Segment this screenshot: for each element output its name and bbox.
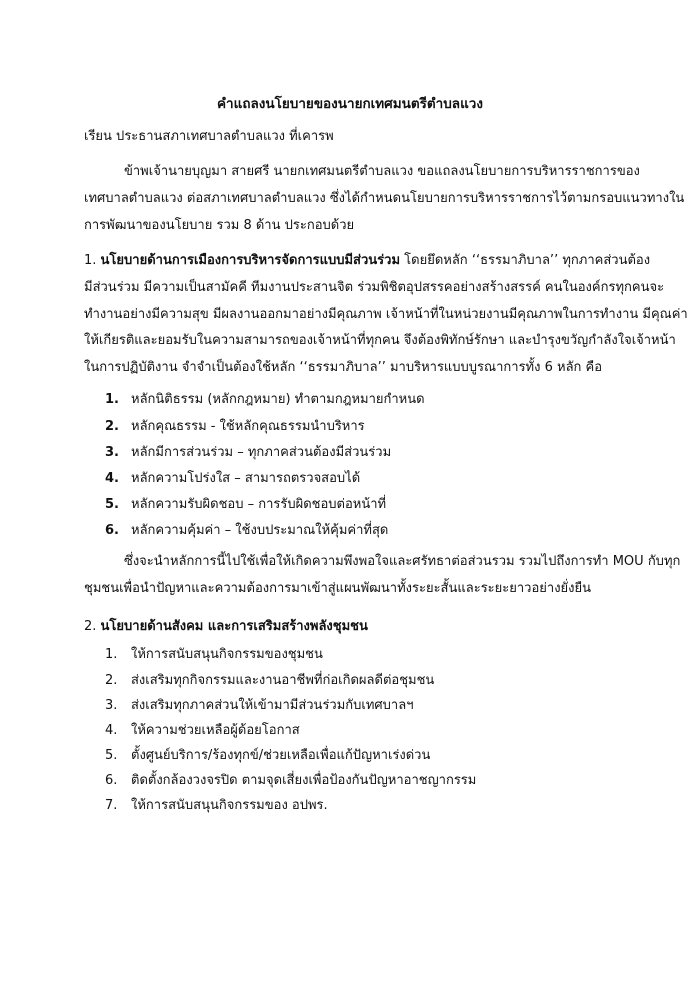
section-1-line-3: ให้เกียรติและยอมรับในความสามารถของเจ้าหน้าที่ทุกคน จึงต้องพิทักษ์รักษา และบำรุงขวัญกำลังใจเจ้าหน้า [84,333,676,348]
list-item [105,646,323,664]
list-item-number: 7. [105,798,118,813]
list-item-number: 6. [105,773,118,788]
list-item [105,697,414,715]
list-item-text: ให้การสนับสนุนกิจกรรมของชุมชน [131,647,323,662]
list-item-number: 3. [105,445,119,460]
list-item-text: หลักมีการส่วนร่วม – ทุกภาคส่วนต้องมีส่วนร่วม [131,445,392,460]
section-1-closing-2: ชุมชนเพื่อนำปัญหาและความต้องการมาเข้าสู่แผนพัฒนาทั้งระยะสั้นและระยะยาวอย่างยั่งยืน [84,581,592,596]
list-item-number: 4. [105,723,118,738]
section-1-number: 1. [84,253,97,268]
list-item-text: หลักความคุ้มค่า – ใช้งบประมาณให้คุ้มค่าที่สุด [131,523,389,538]
section-2-number: 2. [84,619,97,634]
section-1-closing-1: ซึ่งจะนำหลักการนี้ไปใช้เพื่อให้เกิดความพึงพอใจและศรัทธาต่อส่วนรวม รวมไปถึงการทำ MOU กับทุก [124,554,681,569]
list-item-text: ส่งเสริมทุกกิจกรรมและงานอาชีพที่ก่อเกิดผลดีต่อชุมชน [131,673,435,688]
intro-line-3: การพัฒนาของนโยบาย รวม 8 ด้าน ประกอบด้วย [84,218,355,233]
list-item [105,444,391,462]
section-1-heading-line [84,252,650,270]
list-item-number: 1. [105,647,118,662]
list-item-text: ให้ความช่วยเหลือผู้ด้อยโอกาส [131,723,300,738]
list-item [105,470,360,488]
list-item [105,722,300,740]
section-1-line-1: มีส่วนร่วม มีความเป็นสามัคคี ทีมงานประสานจิต ร่วมพิชิตอุปสรรคอย่างสร้างสรรค์ คนในองค์กรทุกคนจะ [84,280,665,295]
list-item-text: หลักนิติธรรม (หลักกฎหมาย) ทำตามกฎหมายกำหนด [131,392,425,407]
salutation: เรียน ประธานสภาเทศบาลตำบลแวง ที่เคารพ [84,129,334,144]
list-item-number: 3. [105,698,118,713]
list-item-number: 5. [105,497,119,512]
list-item-number: 2. [105,419,119,434]
section-1-lead: โดยยึดหลัก ‘‘ธรรมาภิบาล’’ ทุกภาคส่วนต้อง [404,253,651,268]
section-2-heading: นโยบายด้านสังคม และการเสริมสร้างพลังชุมชน [100,619,368,634]
intro-line-2: เทศบาลตำบลแวง ต่อสภาเทศบาลตำบลแวง ซึ่งได้กำหนดนโยบายการบริหารราชการไว้ตามกรอบแนวทางใน [84,191,685,206]
list-item-text: หลักความโปร่งใส – สามารถตรวจสอบได้ [131,471,361,486]
intro-line-1: ข้าพเจ้านายบุญมา สายศรี นายกเทศมนตรีตำบลแวง ขอแถลงนโยบายการบริหารราชการของ [124,164,640,179]
list-item [105,747,430,765]
section-1-line-2: ทำงานอย่างมีความสุข มีผลงานออกมาอย่างมีคุณภาพ เจ้าหน้าที่ในหน่วยงานมีคุณภาพในการทำงาน มีคุณค่า [84,307,688,322]
list-item-text: หลักคุณธรรม - ใช้หลักคุณธรรมนำบริหาร [131,419,365,434]
list-item-text: ส่งเสริมทุกภาคส่วนให้เข้ามามีส่วนร่วมกับเทศบาลฯ [131,698,414,713]
list-item [105,522,388,540]
list-item [105,418,365,436]
list-item-text: ติดตั้งกล้องวงจรปิด ตามจุดเสี่ยงเพื่อป้องกันปัญหาอาชญากรรม [131,773,477,788]
document-title: คำแถลงนโยบายของนายกเทศมนตรีตำบลแวง [217,96,483,112]
list-item [105,797,328,815]
section-2-heading-line [84,618,368,636]
list-item [105,391,425,409]
section-1-line-4: ในการปฏิบัติงาน จำจำเป็นต้องใช้หลัก ‘‘ธรรมาภิบาล’’ มาบริหารแบบบูรณาการทั้ง 6 หลัก คือ [84,360,603,375]
list-item-text: ให้การสนับสนุนกิจกรรมของ อปพร. [131,798,328,813]
list-item-number: 6. [105,523,119,538]
list-item-number: 5. [105,748,118,763]
list-item-text: ตั้งศูนย์บริการ/ร้องทุกข์/ช่วยเหลือเพื่อแก้ปัญหาเร่งด่วน [131,748,431,763]
list-item [105,496,386,514]
list-item-text: หลักความรับผิดชอบ – การรับผิดชอบต่อหน้าที่ [131,497,387,512]
list-item [105,672,434,690]
list-item-number: 1. [105,392,119,407]
list-item-number: 4. [105,471,119,486]
section-1-heading: นโยบายด้านการเมืองการบริหารจัดการแบบมีส่วนร่วม [100,253,401,268]
list-item-number: 2. [105,673,118,688]
list-item [105,772,476,790]
